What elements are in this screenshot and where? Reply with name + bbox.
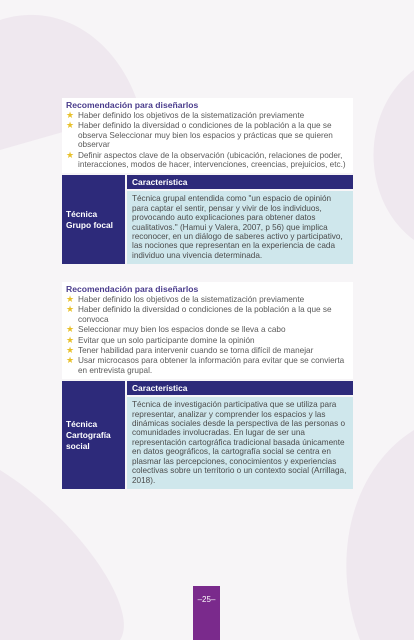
- recommendation-list: [66, 295, 349, 375]
- star-icon: ★: [66, 294, 75, 304]
- characteristic-header: Característica: [125, 381, 353, 395]
- recommendation-title: Recomendación para diseñarlos: [66, 100, 199, 110]
- technique-name: Grupo focal: [66, 219, 113, 230]
- technique-row: [62, 175, 353, 264]
- technique-label: Técnica: [66, 418, 98, 429]
- recommendation-list: [66, 111, 349, 169]
- technique-label: Técnica: [66, 208, 98, 219]
- list-item: ★ Haber definido los objetivos de la sistematización previamente: [66, 110, 305, 120]
- list-item: ★ Definir aspectos clave de la observación (ubicación, relaciones de poder, interacciones, modos de hacer, intervenciones, creencias, prejuicios, etc.): [66, 149, 346, 170]
- technique-cell: [62, 175, 125, 264]
- characteristic-header: Característica: [125, 175, 353, 189]
- list-item: ★ Haber definido la diversidad o condiciones de la población a la que se observa Seleccionar muy bien los espacios y prácticas que se quieren observar: [66, 120, 333, 150]
- technique-cell: [62, 381, 125, 489]
- star-icon: ★: [66, 120, 75, 131]
- list-item: ★ Haber definido la diversidad o condiciones de la población a la que se convoca: [66, 304, 332, 324]
- list-item: ★ Usar microcasos para obtener la información para evitar que se convierta en entrevista grupal.: [66, 355, 345, 375]
- recommendation-box: [62, 98, 353, 173]
- star-icon: ★: [66, 355, 75, 366]
- page-number: –25–: [193, 586, 220, 640]
- star-icon: ★: [66, 304, 75, 315]
- section-grupo-focal: [62, 98, 353, 264]
- star-icon: ★: [66, 110, 75, 120]
- section-cartografia-social: [62, 282, 353, 489]
- technique-row: [62, 381, 353, 489]
- list-item: ★ Seleccionar muy bien los espacios donde se lleva a cabo: [66, 324, 286, 335]
- list-item: ★ Tener habilidad para intervenir cuando se torna difícil de manejar: [66, 345, 314, 356]
- characteristic-text: Técnica de investigación participativa que se utiliza para representar, analizar y comprender los espacios y las dinámicas sociales desde la perspectiva de las personas o comunidades involucradas. En lugar de ser una representación cartográfica tradicional basada únicamente en datos geográficos, la cartografía social se centra en plasmar las percepciones, conocimientos y experiencias colectivas sobre un territorio o un contexto social (Arrillaga, 2018).: [127, 397, 353, 489]
- recommendation-box: [62, 282, 353, 379]
- list-item: ★ Evitar que un solo participante domine la opinión: [66, 334, 255, 345]
- star-icon: ★: [66, 324, 75, 335]
- recommendation-title: Recomendación para diseñarlos: [66, 284, 199, 294]
- star-icon: ★: [66, 334, 75, 345]
- characteristic-text: Técnica grupal entendida como "un espacio de opinión para captar el sentir, pensar y vivir de los individuos, provocando auto explicaciones para obtener datos cualitativos." (Hamui y Valera, 2007, p 56) que implica reconocer, en un diálogo de saberes activo y participativo, las nociones que representan en la experiencia de cada individuo una vivencia determinada.: [127, 191, 353, 264]
- star-icon: ★: [66, 149, 75, 160]
- list-item: ★ Haber definido los objetivos de la sistematización previamente: [66, 294, 305, 304]
- technique-name: Cartografía social: [66, 429, 111, 451]
- star-icon: ★: [66, 345, 75, 356]
